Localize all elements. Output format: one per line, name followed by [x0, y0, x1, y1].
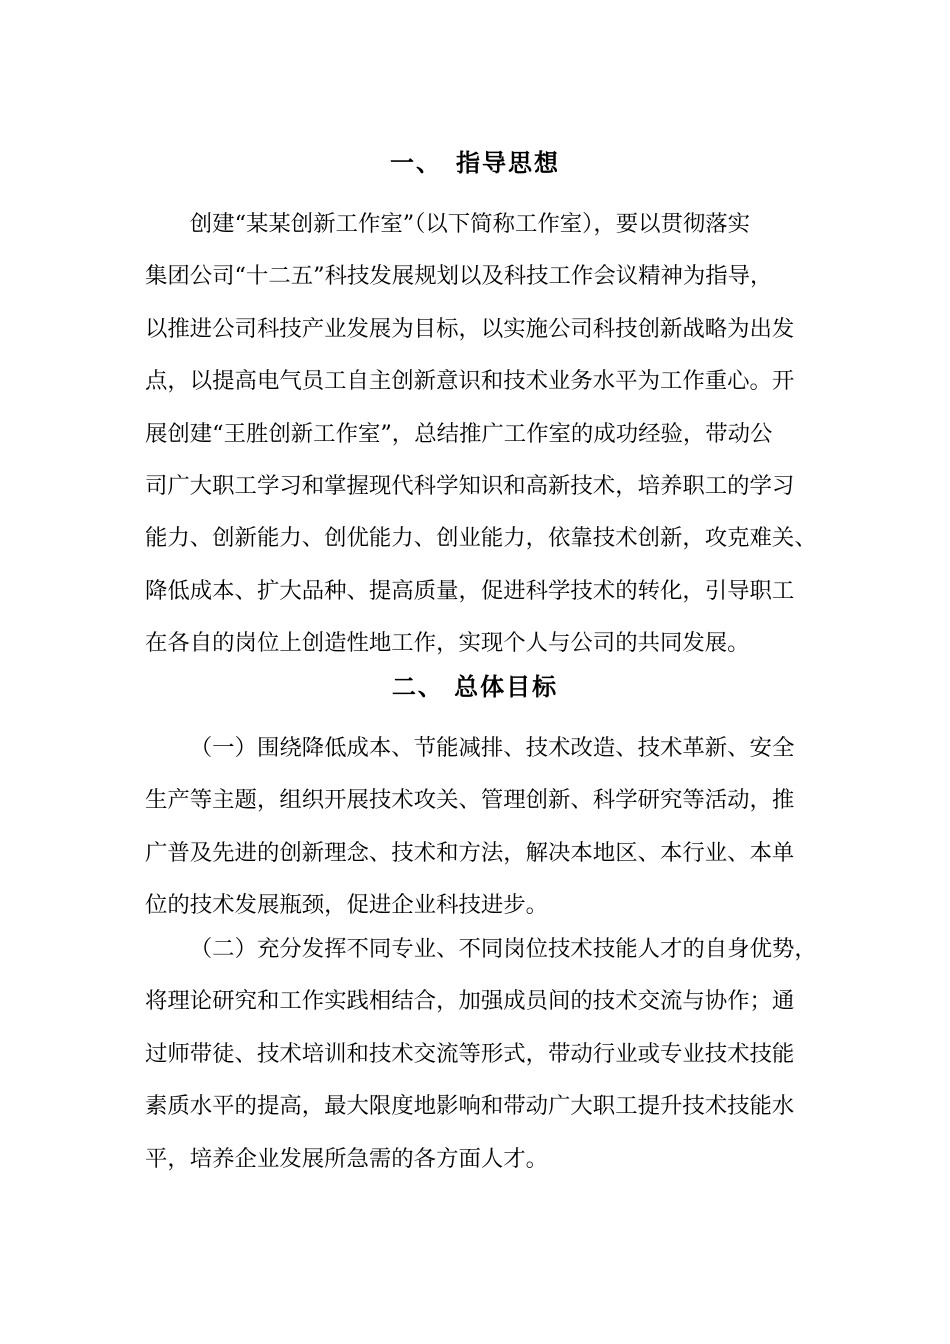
- text-line: （二）充分发挥不同专业、不同岗位技术技能人才的自身优势，: [189, 936, 817, 962]
- text-line: 能力、创新能力、创优能力、创业能力，依靠技术创新，攻克难关、: [145, 525, 817, 552]
- text-line: 以推进公司科技产业发展为目标，以实施公司科技创新战略为出发: [145, 315, 795, 342]
- text-line: 创建“某某创新工作室”（以下简称工作室），要以贯彻落实: [189, 211, 751, 237]
- text-line: 素质水平的提高，最大限度地影响和带动广大职工提升技术技能水: [145, 1093, 795, 1120]
- paragraph-goal-two: [145, 923, 817, 1185]
- text-line: 展创建“王胜创新工作室”，总结推广工作室的成功经验，带动公: [145, 420, 773, 447]
- section-heading-overall-goals: 二、 总体目标: [391, 672, 559, 701]
- text-line: 将理论研究和工作实践相结合，加强成员间的技术交流与协作；通: [145, 988, 795, 1015]
- text-line: 平，培养企业发展所急需的各方面人才。: [145, 1145, 549, 1172]
- text-line: 过师带徒、技术培训和技术交流等形式，带动行业或专业技术技能: [145, 1040, 795, 1067]
- text-line: 在各自的岗位上创造性地工作，实现个人与公司的共同发展。: [145, 630, 750, 657]
- text-line: 广普及先进的创新理念、技术和方法，解决本地区、本行业、本单: [145, 839, 795, 866]
- text-line: 生产等主题，组织开展技术攻关、管理创新、科学研究等活动，推: [145, 787, 795, 814]
- text-line: 点，以提高电气员工自主创新意识和技术业务水平为工作重心。开: [145, 368, 795, 395]
- text-line: （一）围绕降低成本、节能减排、技术改造、技术革新、安全: [189, 735, 795, 761]
- text-line: 集团公司“十二五”科技发展规划以及科技工作会议精神为指导，: [145, 263, 773, 290]
- section-heading-guiding-ideology: 一、 指导思想: [390, 148, 560, 177]
- text-line: 位的技术发展瓶颈，促进企业科技进步。: [145, 892, 549, 919]
- paragraph-guiding-ideology: [145, 198, 817, 670]
- text-line: 司广大职工学习和掌握现代科学知识和高新技术，培养职工的学习: [145, 472, 795, 499]
- text-line: 降低成本、扩大品种、提高质量，促进科学技术的转化，引导职工: [145, 577, 795, 604]
- paragraph-goal-one: [145, 722, 809, 932]
